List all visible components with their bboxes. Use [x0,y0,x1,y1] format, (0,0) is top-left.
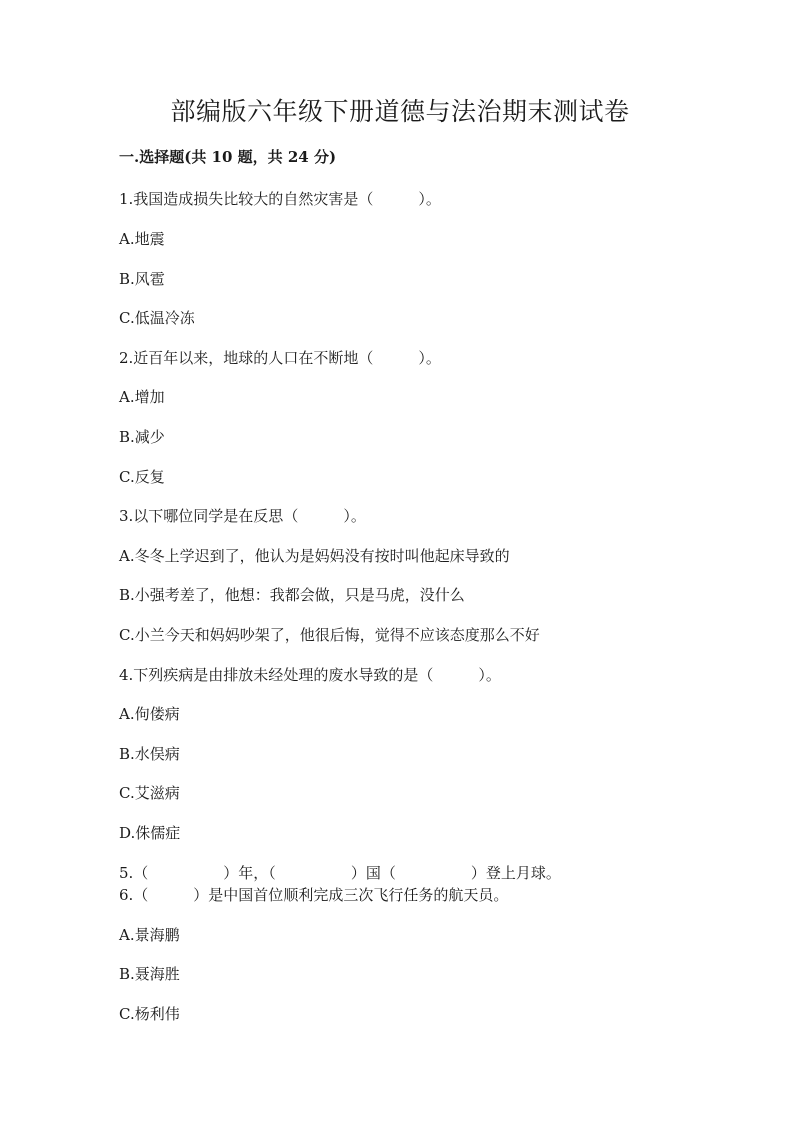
question-5-stem: 5.（ ）年，（ ）国（ ）登上月球。 [119,864,561,882]
question-2-option-a: A.增加 [119,388,165,406]
question-1-option-b: B.风雹 [119,270,165,288]
question-6-option-c: C.杨利伟 [119,1005,180,1023]
question-6-option-a: A.景海鹏 [119,926,180,944]
question-3-option-c: C.小兰今天和妈妈吵架了，他很后悔，觉得不应该态度那么不好 [119,626,540,644]
question-6-option-b: B.聂海胜 [119,965,180,983]
question-3-stem: 3.以下哪位同学是在反思（ ）。 [119,507,366,525]
question-2-option-c: C.反复 [119,468,165,486]
question-1-option-a: A.地震 [119,230,165,248]
page-title: 部编版六年级下册道德与法治期末测试卷 [170,97,630,126]
question-3-option-a: A.冬冬上学迟到了，他认为是妈妈没有按时叫他起床导致的 [119,547,510,565]
section-heading: 一.选择题(共 10 题，共 24 分) [119,148,337,166]
question-6-stem: 6.（ ）是中国首位顺利完成三次飞行任务的航天员。 [119,886,509,904]
question-4-stem: 4.下列疾病是由排放未经处理的废水导致的是（ ）。 [119,666,501,684]
question-2-stem: 2.近百年以来，地球的人口在不断地（ ）。 [119,349,441,367]
question-4-option-d: D.侏儒症 [119,824,181,842]
question-1-stem: 1.我国造成损失比较大的自然灾害是（ ）。 [119,190,441,208]
question-4-option-a: A.佝偻病 [119,705,180,723]
question-4-option-b: B.水俣病 [119,745,180,763]
question-2-option-b: B.减少 [119,428,165,446]
question-1-option-c: C.低温冷冻 [119,309,195,327]
question-3-option-b: B.小强考差了，他想：我都会做，只是马虎，没什么 [119,586,465,604]
question-4-option-c: C.艾滋病 [119,784,180,802]
